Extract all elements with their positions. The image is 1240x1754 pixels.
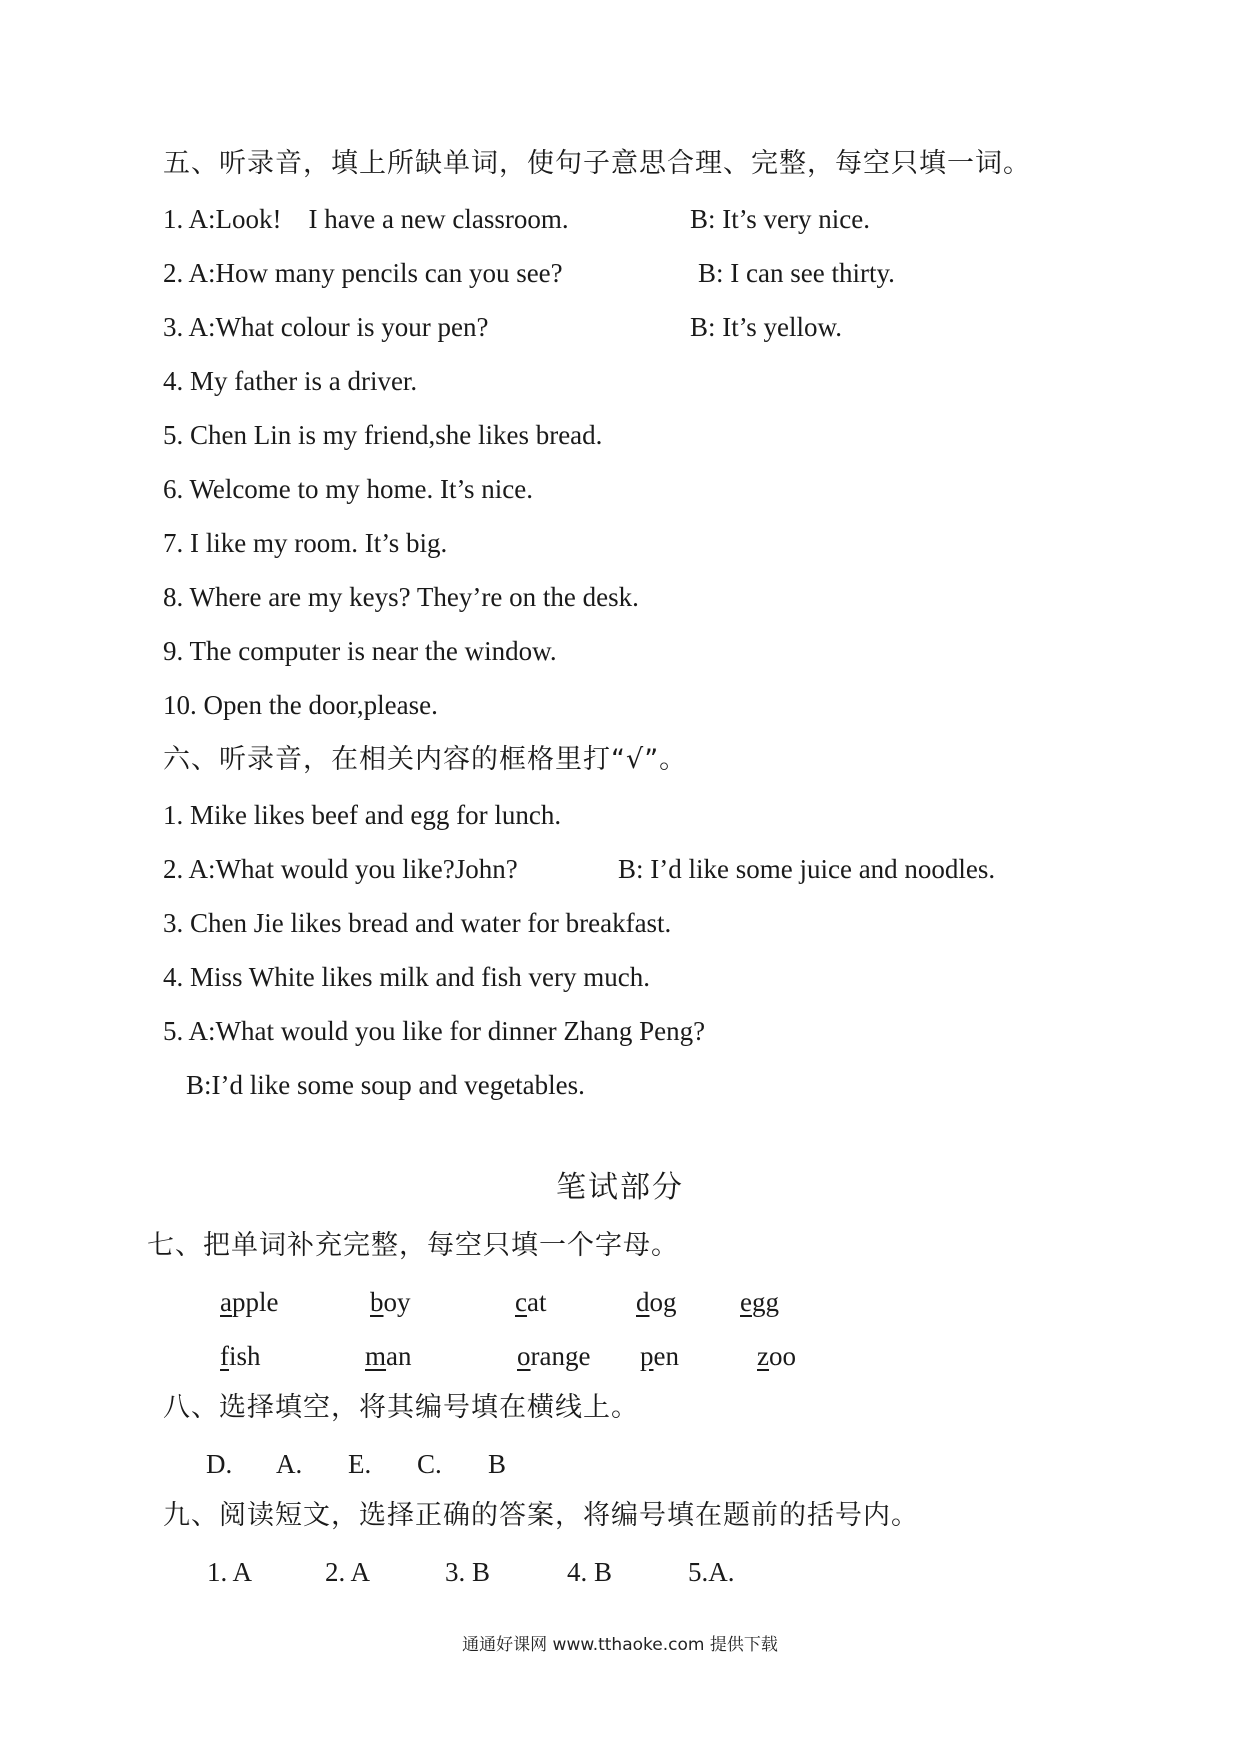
word-orange: orange: [517, 1341, 591, 1371]
word-fish: fish: [220, 1341, 261, 1371]
section-5-item-7: 7. I like my room. It’s big.: [163, 528, 448, 558]
section-6-item-5: 5. A:What would you like for dinner Zhang Peng?: [163, 1016, 706, 1046]
section-5-item-10: 10. Open the door,please.: [163, 690, 438, 720]
section-9-answer-2: 2. A: [325, 1557, 371, 1587]
section-5-item-1-a: 1. A:Look! I have a new classroom.: [163, 204, 569, 234]
section-6-title: 六、听录音，在相关内容的框格里打“√”。: [163, 744, 688, 775]
section-5-item-1-b: B: It’s very nice.: [690, 204, 870, 234]
section-5-item-6: 6. Welcome to my home. It’s nice.: [163, 474, 533, 504]
section-5-item-3-b: B: It’s yellow.: [690, 312, 842, 342]
section-6-item-2-b: B: I’d like some juice and noodles.: [618, 854, 996, 884]
section-8-answer-3: E.: [348, 1449, 372, 1479]
section-9-answer-4: 4. B: [567, 1557, 613, 1587]
section-5-item-9: 9. The computer is near the window.: [163, 636, 557, 666]
section-6-item-2-a: 2. A:What would you like?John?: [163, 854, 518, 884]
section-5-title: 五、听录音，填上所缺单词，使句子意思合理、完整，每空只填一词。: [163, 148, 1031, 179]
section-5-item-5: 5. Chen Lin is my friend,she likes bread.: [163, 420, 603, 450]
section-9-answer-1: 1. A: [207, 1557, 253, 1587]
word-apple: apple: [220, 1287, 279, 1317]
word-dog: dog: [636, 1287, 677, 1317]
section-5-item-4: 4. My father is a driver.: [163, 366, 418, 396]
section-8-answer-5: B: [488, 1449, 507, 1479]
word-egg: egg: [740, 1287, 779, 1317]
section-6-item-1: 1. Mike likes beef and egg for lunch.: [163, 800, 562, 830]
section-8-answer-2: A.: [276, 1449, 303, 1479]
section-6-item-3: 3. Chen Jie likes bread and water for breakfast.: [163, 908, 672, 938]
section-8-answer-4: C.: [417, 1449, 442, 1479]
section-8-title: 八、选择填空，将其编号填在横线上。: [163, 1392, 639, 1423]
section-6-item-5-b: B:I’d like some soup and vegetables.: [186, 1070, 585, 1100]
section-7-title: 七、把单词补充完整，每空只填一个字母。: [147, 1230, 679, 1261]
word-zoo: zoo: [757, 1341, 796, 1371]
section-9-answer-3: 3. B: [445, 1557, 491, 1587]
page-footer: 通通好课网 www.tthaoke.com 提供下载: [462, 1635, 778, 1655]
word-man: man: [365, 1341, 412, 1371]
word-boy: boy: [370, 1287, 411, 1317]
section-5-item-2-a: 2. A:How many pencils can you see?: [163, 258, 563, 288]
written-part-title: 笔试部分: [556, 1170, 684, 1205]
word-cat: cat: [515, 1287, 547, 1317]
section-9-answer-5: 5.A.: [688, 1557, 735, 1587]
section-5-item-2-b: B: I can see thirty.: [698, 258, 895, 288]
section-8-answer-1: D.: [206, 1449, 233, 1479]
section-5-item-8: 8. Where are my keys? They’re on the desk.: [163, 582, 639, 612]
section-9-title: 九、阅读短文，选择正确的答案，将编号填在题前的括号内。: [163, 1500, 919, 1531]
section-5-item-3-a: 3. A:What colour is your pen?: [163, 312, 489, 342]
word-pen: pen: [640, 1341, 679, 1371]
section-6-item-4: 4. Miss White likes milk and fish very much.: [163, 962, 650, 992]
